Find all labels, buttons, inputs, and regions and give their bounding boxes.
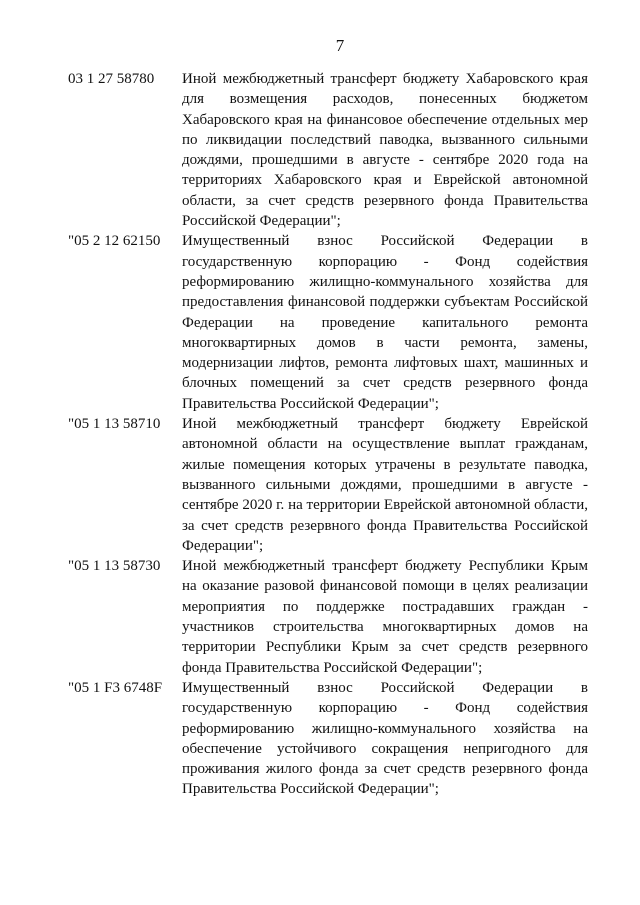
budget-code: "05 1 13 58710 [68, 416, 161, 433]
budget-code: "05 2 12 62150 [68, 233, 161, 250]
budget-code: 03 1 27 58780 [68, 71, 155, 87]
list-item [0, 231, 640, 414]
budget-entries-list [0, 69, 640, 800]
list-item [0, 678, 640, 800]
budget-description: Имущественный взнос Российской Федерации в государственную корпорацию - Фонд содействия реформированию жилищно-коммунального хозяйства для предоставления финансовой поддержки субъектам Российской Федерации на проведение капитального ремонта многоквартирных домов в части ремонта, замены, модернизации лифтов, ремонта лифтовых шахт, машинных и блочных помещений за счет средств резервного фонда Правительства Российской Федерации"; [182, 233, 588, 412]
page-number: 7 [335, 36, 345, 55]
budget-code: "05 1 13 58730 [68, 558, 161, 575]
list-item [0, 69, 640, 231]
budget-description: Иной межбюджетный трансферт бюджету Хабаровского края для возмещения расходов, понесенных бюджетом Хабаровского края на финансовое обеспечение отдельных мер по ликвидации последствий паводка, вызванного сильными дождями, прошедшими в августе - сентябре 2020 года на территориях Хабаровского края и Еврейской автономной области, за счет средств резервного фонда Правительства Российской Федерации"; [182, 71, 588, 230]
budget-description: Имущественный взнос Российской Федерации в государственную корпорацию - Фонд содействия реформированию жилищно-коммунального хозяйства на обеспечение устойчивого сокращения непригодного для проживания жилого фонда за счет средств резервного фонда Правительства Российской Федерации"; [182, 679, 588, 798]
budget-description: Иной межбюджетный трансферт бюджету Еврейской автономной области на осуществление выплат гражданам, жилые помещения которых утрачены в результате паводка, вызванного сильными дождями, прошедшими в августе - сентябре 2020 г. на территории Еврейской автономной области, за счет средств резервного фонда Правительства Российской Федерации"; [182, 416, 588, 554]
list-item [0, 414, 640, 556]
budget-code: "05 1 F3 6748F [68, 679, 163, 696]
budget-description: Иной межбюджетный трансферт бюджету Республики Крым на оказание разовой финансовой помощи в целях реализации мероприятия по поддержке пострадавших граждан - участников строительства многоквартирных домов на территории Республики Крым за счет средств резервного фонда Правительства Российской Федерации"; [182, 558, 588, 676]
list-item [0, 556, 640, 678]
